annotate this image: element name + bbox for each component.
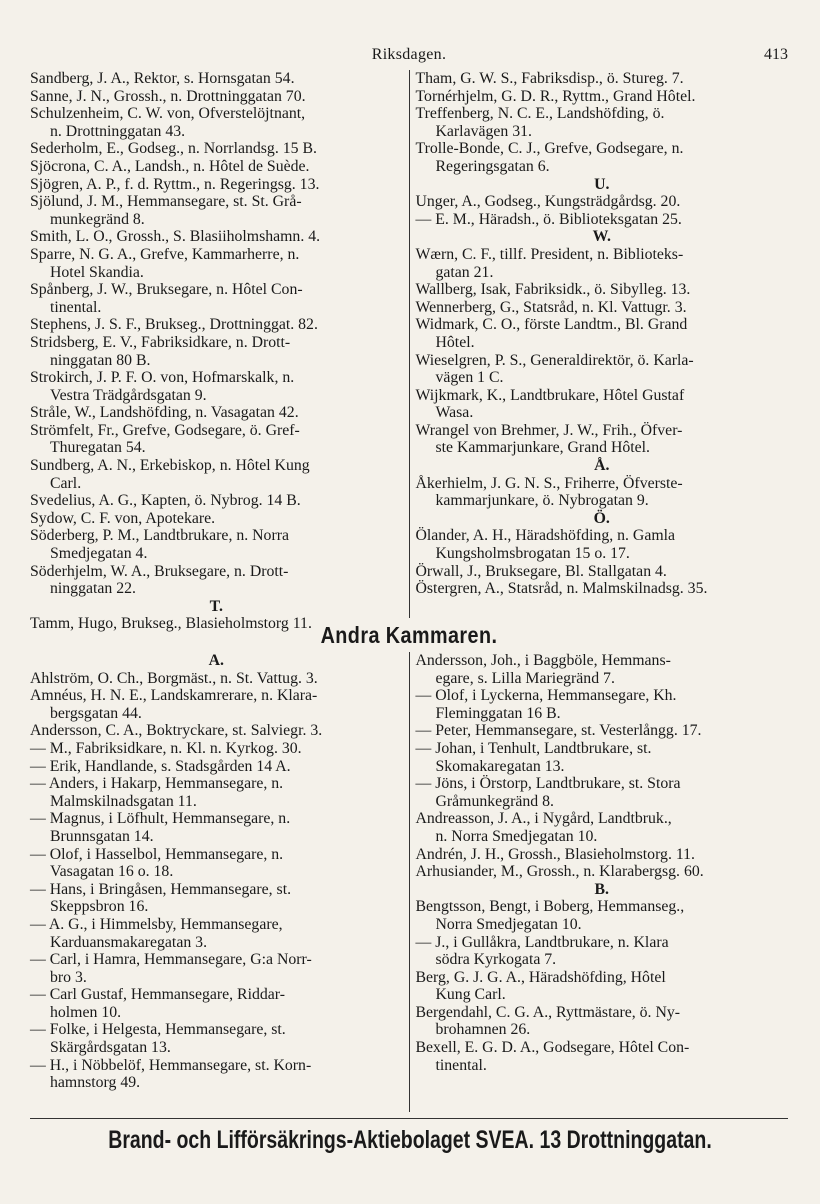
directory-entry (30, 510, 403, 528)
directory-entry (416, 422, 789, 457)
alphabet-heading: B. (594, 880, 609, 898)
directory-entry (416, 722, 789, 740)
entry-continuation: kammarjunkare, ö. Nybrogatan 9. (435, 492, 649, 510)
entry-continuation: bro 3. (50, 968, 87, 986)
entry-text: Andersson, C. A., Boktryckare, st. Salviegr. 3. (30, 722, 323, 740)
entry-text: Sundberg, A. N., Erkebiskop, n. Hôtel Kung (30, 457, 310, 475)
directory-entry (30, 105, 403, 140)
entry-text: — Anders, i Hakarp, Hemmansegare, n. (30, 775, 284, 793)
alphabet-heading: A. (208, 652, 224, 669)
directory-entry (30, 1021, 403, 1056)
directory-entry (416, 580, 789, 598)
entry-text: Spånberg, J. W., Bruksegare, n. Hôtel Con- (30, 281, 303, 299)
directory-entry (416, 810, 789, 845)
entry-text: Åkerhielm, J. G. N. S., Friherre, Öfverste- (415, 474, 683, 492)
entry-continuation: Skeppsbron 16. (50, 898, 149, 916)
entry-continuation: Kung Carl. (435, 986, 506, 1004)
entry-continuation: Smedjegatan 4. (50, 545, 148, 563)
entry-continuation: vägen 1 C. (435, 369, 504, 387)
directory-entry (30, 722, 403, 740)
first-chamber-listing (30, 70, 788, 633)
entry-text: Sandberg, J. A., Rektor, s. Hornsgatan 54. (30, 70, 295, 87)
entry-continuation: Fleminggatan 16 B. (435, 704, 561, 722)
directory-entry (416, 140, 789, 175)
entry-continuation: Brunnsgatan 14. (50, 827, 154, 845)
directory-entry (416, 863, 789, 881)
directory-entry (416, 898, 789, 933)
directory-entry (416, 934, 789, 969)
entry-text: Andersson, Joh., i Baggböle, Hemmans- (415, 652, 671, 669)
entry-text: — Carl, i Hamra, Hemmansegare, G:a Norr- (30, 951, 312, 969)
directory-entry (416, 775, 789, 810)
entry-continuation: Gråmunkegränd 8. (435, 792, 554, 810)
footer-advertisement: Brand- och Lifförsäkrings-Aktiebolaget SVEA. 13 Drottninggatan. (108, 1126, 712, 1154)
left-column (30, 70, 409, 633)
entry-text: Treffenberg, N. C. E., Landshöfding, ö. (415, 105, 665, 123)
entry-text: Wrangel von Brehmer, J. W., Frih., Öfver- (415, 421, 683, 439)
entry-text: — H., i Nöbbelöf, Hemmansegare, st. Korn- (30, 1056, 312, 1074)
directory-entry (30, 810, 403, 845)
directory-entry (416, 687, 789, 722)
entry-continuation: ninggatan 80 B. (50, 351, 151, 369)
directory-entry (30, 422, 403, 457)
directory-entry (416, 211, 789, 229)
entry-continuation: holmen 10. (50, 1003, 122, 1021)
directory-entry (30, 404, 403, 422)
running-head (30, 46, 788, 68)
entry-continuation: Regeringsgatan 6. (435, 157, 550, 175)
directory-entry (416, 88, 789, 106)
entry-continuation: hamnstorg 49. (50, 1074, 141, 1092)
entry-continuation: Malmskilnadsgatan 11. (50, 792, 197, 810)
entry-text: Örwall, J., Bruksegare, Bl. Stallgatan 4. (415, 562, 667, 580)
running-title: Riksdagen. (371, 46, 447, 63)
directory-entry (30, 88, 403, 106)
entry-text: Strokirch, J. P. F. O. von, Hofmarskalk, n. (30, 369, 295, 387)
entry-text: Sydow, C. F. von, Apotekare. (30, 509, 216, 527)
entry-text: Arhusiander, M., Grossh., n. Klarabergsg. 60. (415, 863, 704, 881)
entry-continuation: ninggatan 22. (50, 580, 136, 598)
entry-continuation: Hôtel. (435, 333, 475, 351)
entry-text: Östergren, A., Statsråd, n. Malmskilnadsg. 35. (415, 580, 708, 598)
entry-text: Amnéus, H. N. E., Landskamrerare, n. Klara- (30, 687, 318, 705)
entry-text: Smith, L. O., Grossh., S. Blasiiholmshamn. 4. (30, 228, 321, 246)
entry-continuation: Skärgårdsgatan 13. (50, 1039, 171, 1057)
entry-text: Söderhjelm, W. A., Bruksegare, n. Drott- (30, 562, 289, 580)
directory-entry (30, 527, 403, 562)
directory-entry (30, 986, 403, 1021)
entry-text: Strömfelt, Fr., Grefve, Godsegare, ö. Gref- (30, 421, 300, 439)
directory-entry (416, 316, 789, 351)
alphabet-heading: T. (209, 597, 223, 615)
directory-entry (30, 70, 403, 88)
entry-continuation: gatan 21. (435, 263, 494, 281)
entry-text: Tamm, Hugo, Brukseg., Blasieholmstorg 11. (30, 615, 312, 633)
entry-text: Widmark, C. O., förste Landtm., Bl. Grand (415, 316, 688, 334)
directory-entry (30, 369, 403, 404)
entry-continuation: Hotel Skandia. (50, 263, 144, 281)
entry-text: Wijkmark, K., Landtbrukare, Hôtel Gustaf (415, 386, 685, 404)
directory-entry (416, 527, 789, 562)
entry-text: Stråle, W., Landshöfding, n. Vasagatan 42. (30, 404, 299, 422)
entry-text: Berg, G. J. G. A., Häradshöfding, Hôtel (415, 968, 666, 986)
entry-text: — Olof, i Hasselbol, Hemmansegare, n. (30, 845, 284, 863)
directory-entry (30, 758, 403, 776)
entry-continuation: tinental. (435, 1056, 487, 1074)
directory-entry (30, 246, 403, 281)
entry-continuation: Thuregatan 54. (50, 439, 146, 457)
directory-entry (30, 334, 403, 369)
directory-entry (416, 70, 789, 88)
entry-text: Ölander, A. H., Häradshöfding, n. Gamla (415, 527, 676, 545)
directory-entry (30, 563, 403, 598)
directory-entry (416, 740, 789, 775)
right-column (409, 70, 789, 618)
entry-text: Schulzenheim, C. W. von, Ofverstelöjtnant, (30, 105, 306, 123)
entry-continuation: Karduansmakaregatan 3. (50, 933, 208, 951)
entry-text: Bergendahl, C. G. A., Ryttmästare, ö. Ny- (415, 1003, 681, 1021)
entry-text: Söderberg, P. M., Landtbrukare, n. Norra (30, 527, 289, 545)
entry-text: Andreasson, J. A., i Nygård, Landtbruk., (415, 810, 672, 828)
entry-text: Stridsberg, E. V., Fabriksidkare, n. Drott- (30, 333, 291, 351)
entry-text: Wieselgren, P. S., Generaldirektör, ö. Karla- (415, 351, 694, 369)
entry-text: Andrén, J. H., Grossh., Blasieholmstorg. 11. (415, 845, 696, 863)
entry-text: — A. G., i Himmelsby, Hemmansegare, (30, 915, 283, 933)
entry-text: Sjöcrona, C. A., Landsh., n. Hôtel de Suède. (30, 157, 310, 175)
entry-continuation: Wasa. (435, 404, 474, 422)
entry-text: Sederholm, E., Godseg., n. Norrlandsg. 15 B. (30, 140, 317, 158)
directory-entry (416, 281, 789, 299)
directory-entry (416, 299, 789, 317)
directory-entry (30, 1057, 403, 1092)
directory-entry (30, 457, 403, 492)
directory-entry (30, 140, 403, 158)
directory-entry (30, 176, 403, 194)
entry-continuation: Carl. (50, 474, 82, 492)
directory-entry (416, 246, 789, 281)
entry-continuation: Vasagatan 16 o. 18. (50, 863, 174, 881)
alphabet-heading: U. (594, 175, 610, 193)
directory-entry (30, 740, 403, 758)
entry-continuation: n. Drottninggatan 43. (50, 122, 186, 140)
entry-text: Trolle-Bonde, C. J., Grefve, Godsegare, n. (415, 140, 684, 158)
entry-continuation: egare, s. Lilla Mariegränd 7. (435, 669, 615, 687)
entry-text: — Johan, i Tenhult, Landtbrukare, st. (415, 739, 652, 757)
entry-text: — Folke, i Helgesta, Hemmansegare, st. (30, 1021, 286, 1039)
directory-entry (416, 969, 789, 1004)
entry-text: Tornérhjelm, G. D. R., Ryttm., Grand Hôtel. (415, 87, 696, 105)
directory-entry (416, 1004, 789, 1039)
entry-continuation: tinental. (50, 298, 102, 316)
directory-entry (30, 846, 403, 881)
entry-text: Tham, G. W. S., Fabriksdisp., ö. Stureg. 7. (415, 70, 684, 87)
entry-continuation: n. Norra Smedjegatan 10. (435, 827, 598, 845)
second-chamber-listing (30, 652, 788, 1112)
directory-entry (30, 916, 403, 951)
entry-text: — Peter, Hemmansegare, st. Vesterlångg. 17. (415, 722, 702, 740)
page-number: 413 (764, 46, 788, 63)
directory-entry (416, 352, 789, 387)
entry-continuation: Kungsholmsbrogatan 15 o. 17. (435, 545, 630, 563)
entry-continuation: Skomakaregatan 13. (435, 757, 565, 775)
directory-entry (30, 670, 403, 688)
directory-entry (416, 193, 789, 211)
entry-continuation: brohamnen 26. (435, 1021, 531, 1039)
entry-text: Bexell, E. G. D. A., Godsegare, Hôtel Con- (415, 1039, 690, 1057)
directory-entry (416, 387, 789, 422)
entry-text: Bengtsson, Bengt, i Boberg, Hemmanseg., (415, 898, 685, 916)
directory-entry (30, 228, 403, 246)
directory-entry (30, 492, 403, 510)
entry-text: — E. M., Häradsh., ö. Biblioteksgatan 25. (415, 210, 682, 228)
directory-entry (30, 775, 403, 810)
entry-text: Svedelius, A. G., Kapten, ö. Nybrog. 14 B. (30, 492, 301, 510)
directory-entry (30, 881, 403, 916)
directory-entry (416, 105, 789, 140)
entry-continuation: södra Kyrkogata 7. (435, 951, 557, 969)
directory-entry (416, 846, 789, 864)
section-heading: Andra Kammaren. (320, 622, 498, 648)
alphabet-heading: Ö. (593, 509, 610, 527)
right-column (409, 652, 789, 1112)
entry-text: — Hans, i Bringåsen, Hemmansegare, st. (30, 880, 292, 898)
entry-text: Sanne, J. N., Grossh., n. Drottninggatan 70. (30, 87, 306, 105)
directory-entry (30, 316, 403, 334)
entry-continuation: Vestra Trädgårdsgatan 9. (50, 386, 207, 404)
directory-entry (30, 193, 403, 228)
entry-text: — Carl Gustaf, Hemmansegare, Riddar- (30, 986, 285, 1004)
entry-text: — M., Fabriksidkare, n. Kl. n. Kyrkog. 30. (30, 739, 302, 757)
footer-divider (30, 1118, 788, 1119)
entry-text: Sparre, N. G. A., Grefve, Kammarherre, n. (30, 245, 300, 263)
directory-entry (416, 1039, 789, 1074)
entry-continuation: Karlavägen 31. (435, 122, 532, 140)
entry-text: — J., i Gullåkra, Landtbrukare, n. Klara (415, 933, 669, 951)
entry-text: — Magnus, i Löfhult, Hemmansegare, n. (30, 810, 291, 828)
entry-text: — Olof, i Lyckerna, Hemmansegare, Kh. (415, 687, 677, 705)
directory-entry (30, 158, 403, 176)
alphabet-heading: W. (592, 228, 611, 246)
entry-text: — Jöns, i Örstorp, Landtbrukare, st. Stora (415, 775, 681, 793)
entry-text: Sjögren, A. P., f. d. Ryttm., n. Regeringsg. 13. (30, 175, 320, 193)
directory-entry (30, 687, 403, 722)
entry-text: Unger, A., Godseg., Kungsträdgårdsg. 20. (415, 193, 681, 211)
entry-text: Ahlström, O. Ch., Borgmäst., n. St. Vattug. 3. (30, 669, 318, 687)
entry-continuation: bergsgatan 44. (50, 704, 142, 722)
directory-entry (30, 951, 403, 986)
alphabet-heading: Å. (594, 457, 610, 475)
left-column (30, 652, 409, 1112)
entry-continuation: Norra Smedjegatan 10. (435, 915, 582, 933)
entry-text: Wærn, C. F., tillf. President, n. Biblioteks- (415, 245, 684, 263)
entry-text: Sjölund, J. M., Hemmansegare, st. St. Grå- (30, 193, 302, 211)
entry-continuation: ste Kammarjunkare, Grand Hôtel. (435, 439, 650, 457)
directory-entry (416, 652, 789, 687)
entry-continuation: munkegränd 8. (50, 210, 145, 228)
entry-text: Stephens, J. S. F., Brukseg., Drottninggat. 82. (30, 316, 318, 334)
directory-entry (30, 281, 403, 316)
entry-text: Wennerberg, G., Statsråd, n. Kl. Vattugr. 3. (415, 298, 687, 316)
entry-text: — Erik, Handlande, s. Stadsgården 14 A. (30, 757, 291, 775)
directory-entry (416, 563, 789, 581)
entry-text: Wallberg, Isak, Fabriksidk., ö. Sibylleg. 13. (415, 281, 691, 299)
directory-entry (416, 475, 789, 510)
